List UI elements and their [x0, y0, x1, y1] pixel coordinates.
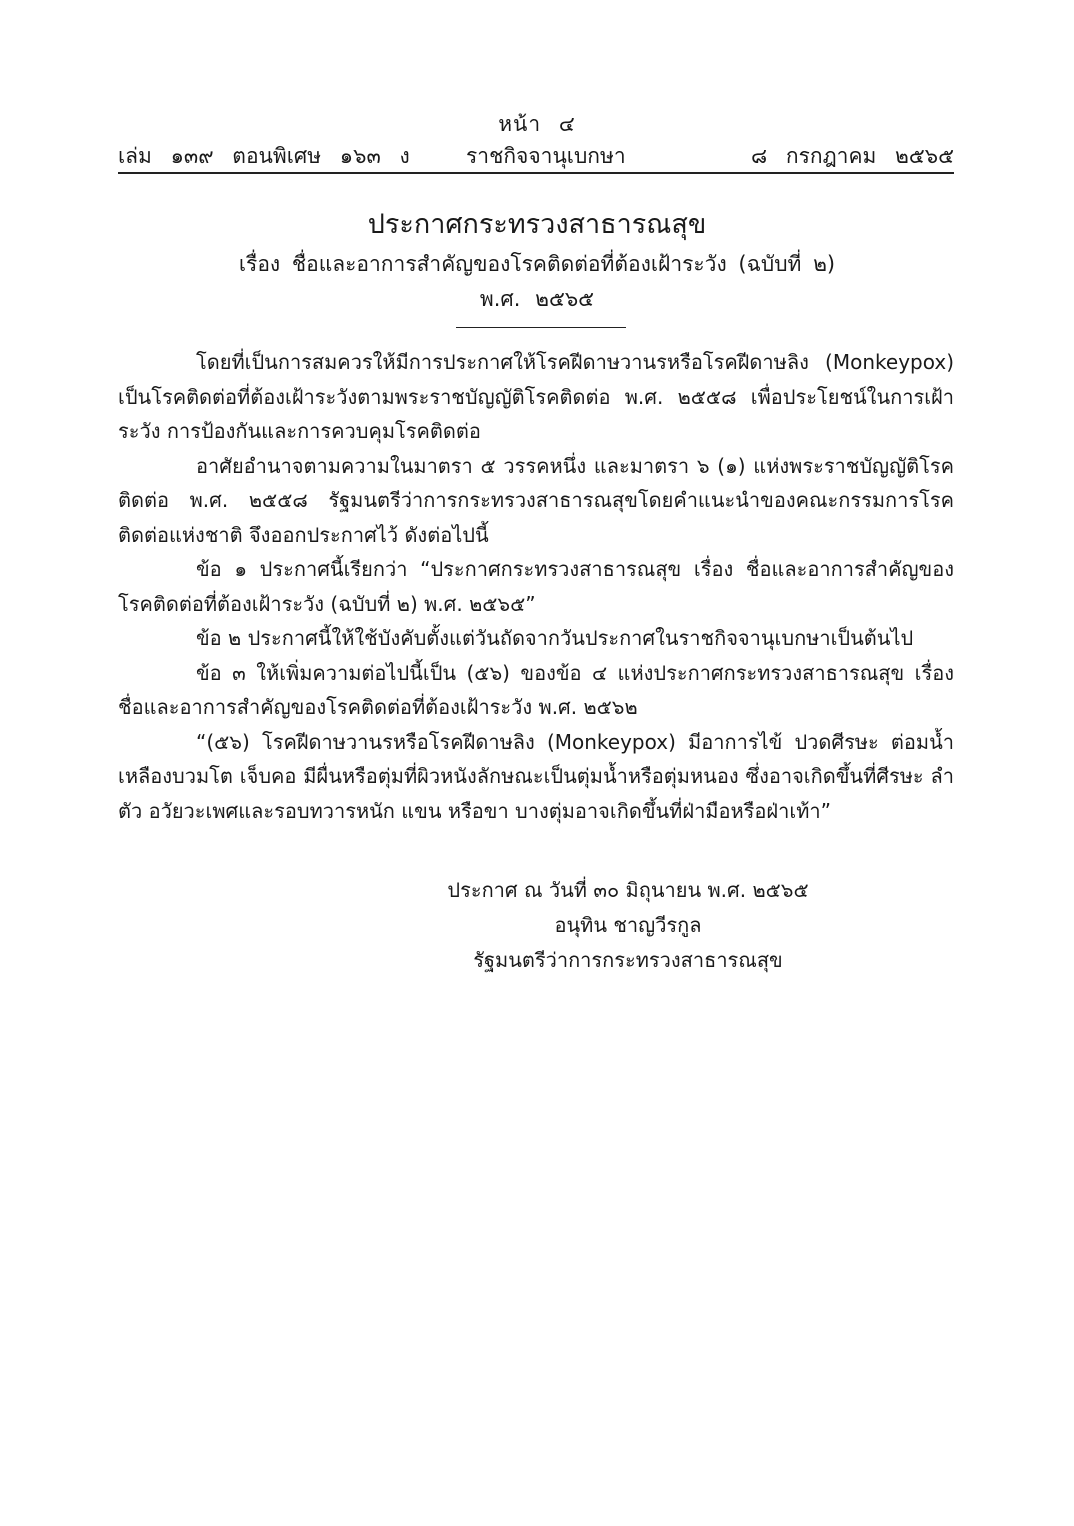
page-number: หน้า ๔	[498, 112, 576, 136]
paragraph-preamble: โดยที่เป็นการสมควรให้มีการประกาศให้โรคฝีดาษวานรหรือโรคฝีดาษลิง (Monkeypox) เป็นโรคติดต่อที่ต้องเฝ้าระวังตามพระราชบัญญัติโรคติดต่อ พ.ศ. ๒๕๕๘ เพื่อประโยชน์ในการเฝ้าระวัง การป้องกันและการควบคุมโรคติดต่อ	[118, 350, 954, 443]
paragraph-clause-2: ข้อ ๒ ประกาศนี้ให้ใช้บังคับตั้งแต่วันถัดจากวันประกาศในราชกิจจานุเบกษาเป็นต้นไป	[196, 626, 914, 650]
paragraph-item-56: “(๕๖) โรคฝีดาษวานรหรือโรคฝีดาษลิง (Monkeypox) มีอาการไข้ ปวดศีรษะ ต่อมน้ำเหลืองบวมโต เจ็บคอ มีผื่นหรือตุ่มที่ผิวหนังลักษณะเป็นตุ่มน้ำหรือตุ่มหนอง ซึ่งอาจเกิดขึ้นที่ศีรษะ ลำตัว อวัยวะเพศและรอบทวารหนัก แขน หรือขา บางตุ่มอาจเกิดขึ้นที่ฝ่ามือหรือฝ่าเท้า”	[118, 729, 954, 823]
volume-issue: เล่ม ๑๓๙ ตอนพิเศษ ๑๖๓ ง	[118, 144, 410, 168]
announcement-title: ประกาศกระทรวงสาธารณสุข	[367, 209, 707, 240]
signatory-position: รัฐมนตรีว่าการกระทรวงสาธารณสุข	[473, 948, 783, 972]
gazette-header	[118, 140, 954, 170]
gazette-name: ราชกิจจานุเบกษา	[466, 144, 626, 168]
announcement-year: พ.ศ. ๒๕๖๕	[479, 287, 595, 311]
paragraph-clause-1: ข้อ ๑ ประกาศนี้เรียกว่า “ประกาศกระทรวงสาธารณสุข เรื่อง ชื่อและอาการสำคัญของโรคติดต่อที่ต้องเฝ้าระวัง (ฉบับที่ ๒) พ.ศ. ๒๕๖๕”	[118, 557, 954, 616]
header-divider	[118, 172, 954, 174]
signature-block	[358, 873, 898, 978]
publication-date: ๘ กรกฎาคม ๒๕๖๕	[750, 144, 954, 168]
announcement-body	[118, 345, 954, 828]
paragraph-authority: อาศัยอำนาจตามความในมาตรา ๕ วรรคหนึ่ง และมาตรา ๖ (๑) แห่งพระราชบัญญัติโรคติดต่อ พ.ศ. ๒๕๕๘ รัฐมนตรีว่าการกระทรวงสาธารณสุขโดยคำแนะนำของคณะกรรมการโรคติดต่อแห่งชาติ จึงออกประกาศไว้ ดังต่อไปนี้	[118, 453, 954, 547]
signatory-name: อนุทิน ชาญวีรกูล	[554, 913, 702, 937]
paragraph-clause-3: ข้อ ๓ ให้เพิ่มความต่อไปนี้เป็น (๕๖) ของข้อ ๔ แห่งประกาศกระทรวงสาธารณสุข เรื่อง ชื่อและอาการสำคัญของโรคติดต่อที่ต้องเฝ้าระวัง พ.ศ. ๒๕๖๒	[118, 660, 954, 719]
title-divider	[456, 327, 626, 328]
announcement-subject: เรื่อง ชื่อและอาการสำคัญของโรคติดต่อที่ต้องเฝ้าระวัง (ฉบับที่ ๒)	[238, 252, 836, 276]
signature-date: ประกาศ ณ วันที่ ๓๐ มิถุนายน พ.ศ. ๒๕๖๕	[447, 878, 809, 902]
